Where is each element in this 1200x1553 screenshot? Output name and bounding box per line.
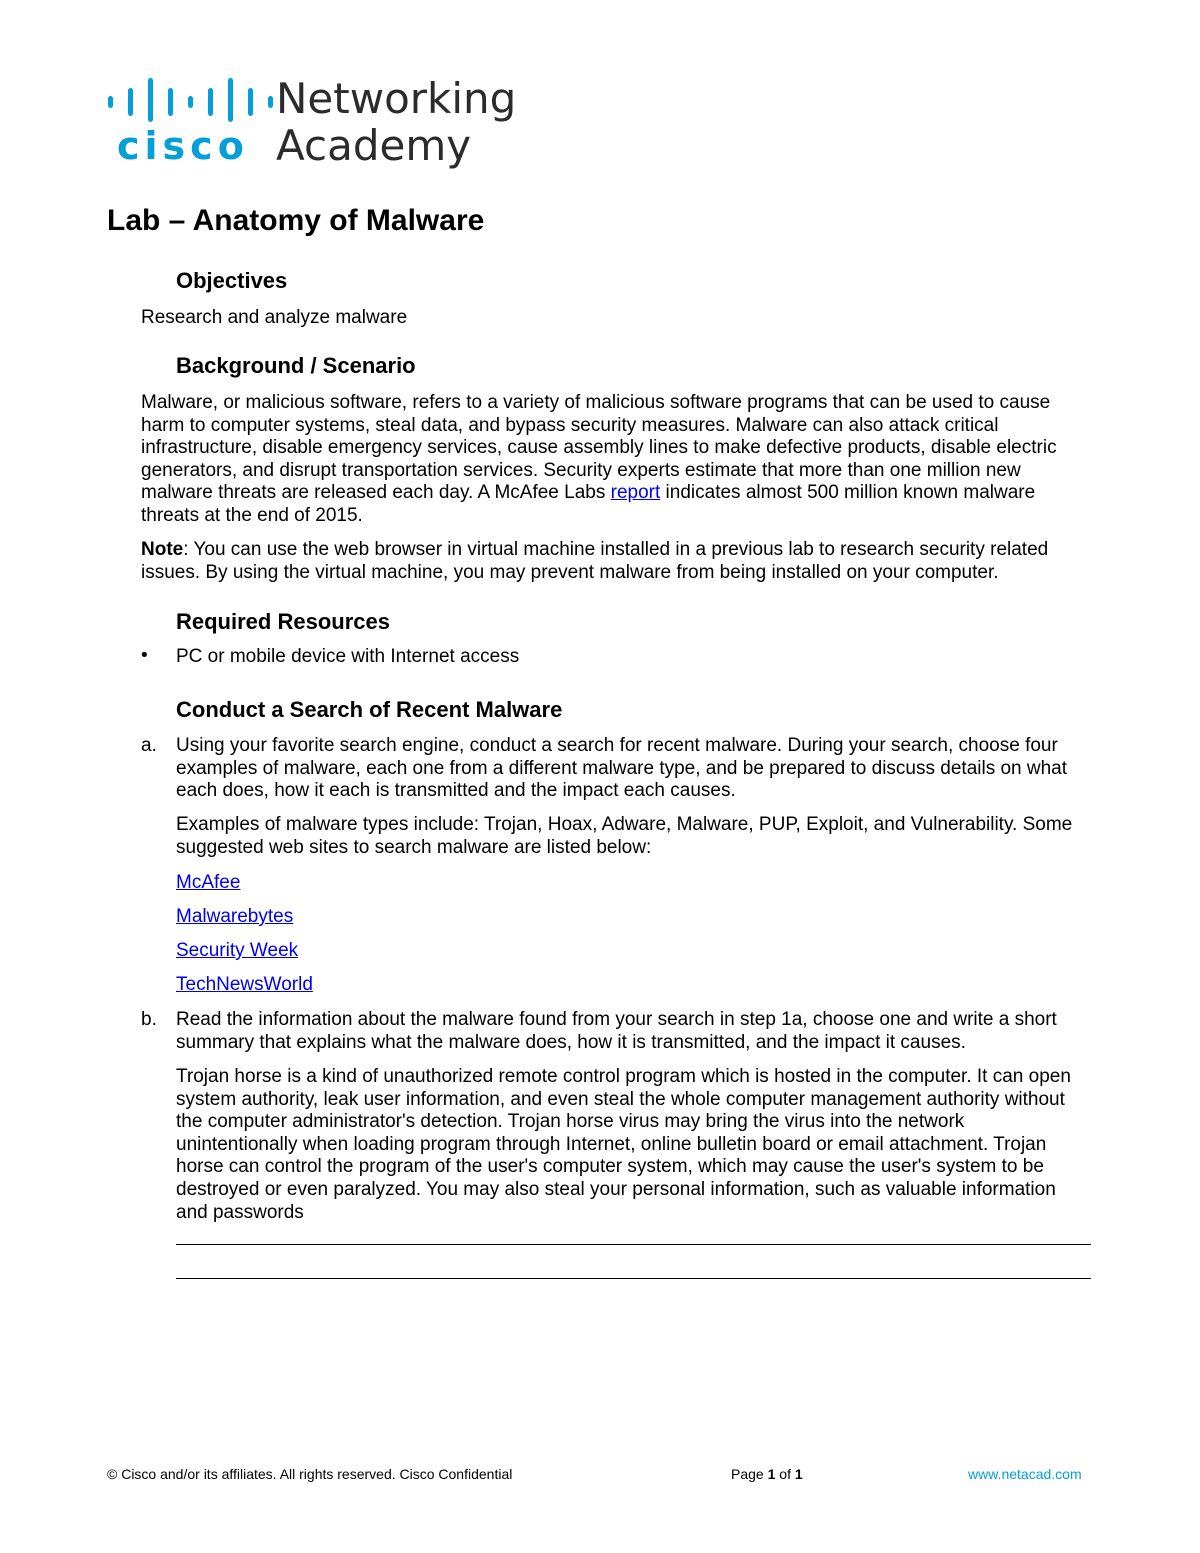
- background-text-part2: indicates almost 500 million known malware threats at the end of 2015.: [141, 482, 1036, 526]
- cisco-wordmark: cisco: [117, 124, 249, 168]
- page-label: Page: [731, 1466, 768, 1482]
- objectives-heading: Objectives: [176, 268, 288, 293]
- page-current: 1: [767, 1466, 776, 1482]
- step-b-text: Read the information about the malware found from your search in step 1a, choose one and write a short summary that explains what the malware does, how it is transmitted, and the impact it causes.: [176, 1009, 1057, 1053]
- link-security-week: [176, 940, 1091, 963]
- page-total: 1: [794, 1466, 803, 1482]
- footer-copyright: © Cisco and/or its affiliates. All rights reserved. Cisco Confidential: [107, 1466, 513, 1482]
- background-paragraph: [141, 392, 1091, 528]
- answer-text: Trojan horse is a kind of unauthorized remote control program which is hosted in the computer. It can open system authority, leak user information, and even steal the whole computer management authority without the computer administrator's detection. Trojan horse virus may bring the virus into the network unintentionally when loading program through Internet, online bulletin board or email attachment. Trojan horse can control the program of the user's computer system, which may cause the user's system to be destroyed or even paralyzed. You may also steal your personal information, such as valuable information and passwords: [176, 1066, 1071, 1223]
- footer-page-number: [731, 1465, 803, 1483]
- step-a-marker: a.: [141, 735, 157, 756]
- resources-heading: Required Resources: [176, 609, 390, 634]
- note-paragraph: [141, 539, 1091, 584]
- bullet-icon: •: [141, 645, 148, 666]
- answer-line-2: [176, 1278, 1091, 1279]
- background-text-part1: Malware, or malicious software, refers to a variety of malicious software programs that can be used to cause harm to computer systems, steal data, and bypass security measures. Malware can also attack critical infrastructure, disable emergency services, cause assembly lines to make defective products, disable electric generators, and disrupt transportation services. Security experts estimate that more than one million new malware threats are released each day. A McAfee Labs: [141, 392, 1057, 504]
- page-title: Lab – Anatomy of Malware: [107, 204, 485, 237]
- logo-academy: Academy: [276, 121, 472, 170]
- footer-website: [968, 1465, 1082, 1483]
- security-week-link[interactable]: Security Week: [176, 940, 299, 961]
- background-heading: Background / Scenario: [176, 353, 416, 378]
- answer-line-1: [176, 1244, 1091, 1245]
- examples-text: Examples of malware types include: Trojan, Hoax, Adware, Malware, PUP, Exploit, and Vulnerability. Some suggested web sites to search malware are listed below:: [176, 814, 1073, 858]
- report-link[interactable]: report: [610, 482, 661, 504]
- technewsworld-link[interactable]: TechNewsWorld: [176, 974, 313, 995]
- link-mcafee: [176, 872, 1091, 895]
- objectives-text: Research and analyze malware: [141, 307, 408, 328]
- step-b-marker: b.: [141, 1009, 157, 1030]
- mcafee-link[interactable]: McAfee: [176, 872, 241, 893]
- note-text: : You can use the web browser in virtual machine installed in a previous lab to research security related issues. By using the virtual machine, you may prevent malware from being installed on your computer.: [141, 539, 1049, 583]
- malwarebytes-link[interactable]: Malwarebytes: [176, 906, 294, 927]
- cisco-logo: [0, 0, 520, 180]
- resource-item: PC or mobile device with Internet access: [176, 646, 520, 667]
- note-label: Note: [141, 539, 184, 560]
- step-a-text: Using your favorite search engine, conduct a search for recent malware. During your search, choose four examples of malware, each one from a different malware type, and be prepared to discuss details on what each does, how it each is transmitted and the impact each causes.: [176, 735, 1068, 802]
- link-technewsworld: [176, 974, 1091, 997]
- search-heading: Conduct a Search of Recent Malware: [176, 697, 563, 722]
- logo-networking: Networking: [276, 74, 517, 123]
- netacad-link[interactable]: www.netacad.com: [968, 1466, 1082, 1482]
- page-of: of: [775, 1466, 795, 1482]
- link-malwarebytes: [176, 906, 1091, 929]
